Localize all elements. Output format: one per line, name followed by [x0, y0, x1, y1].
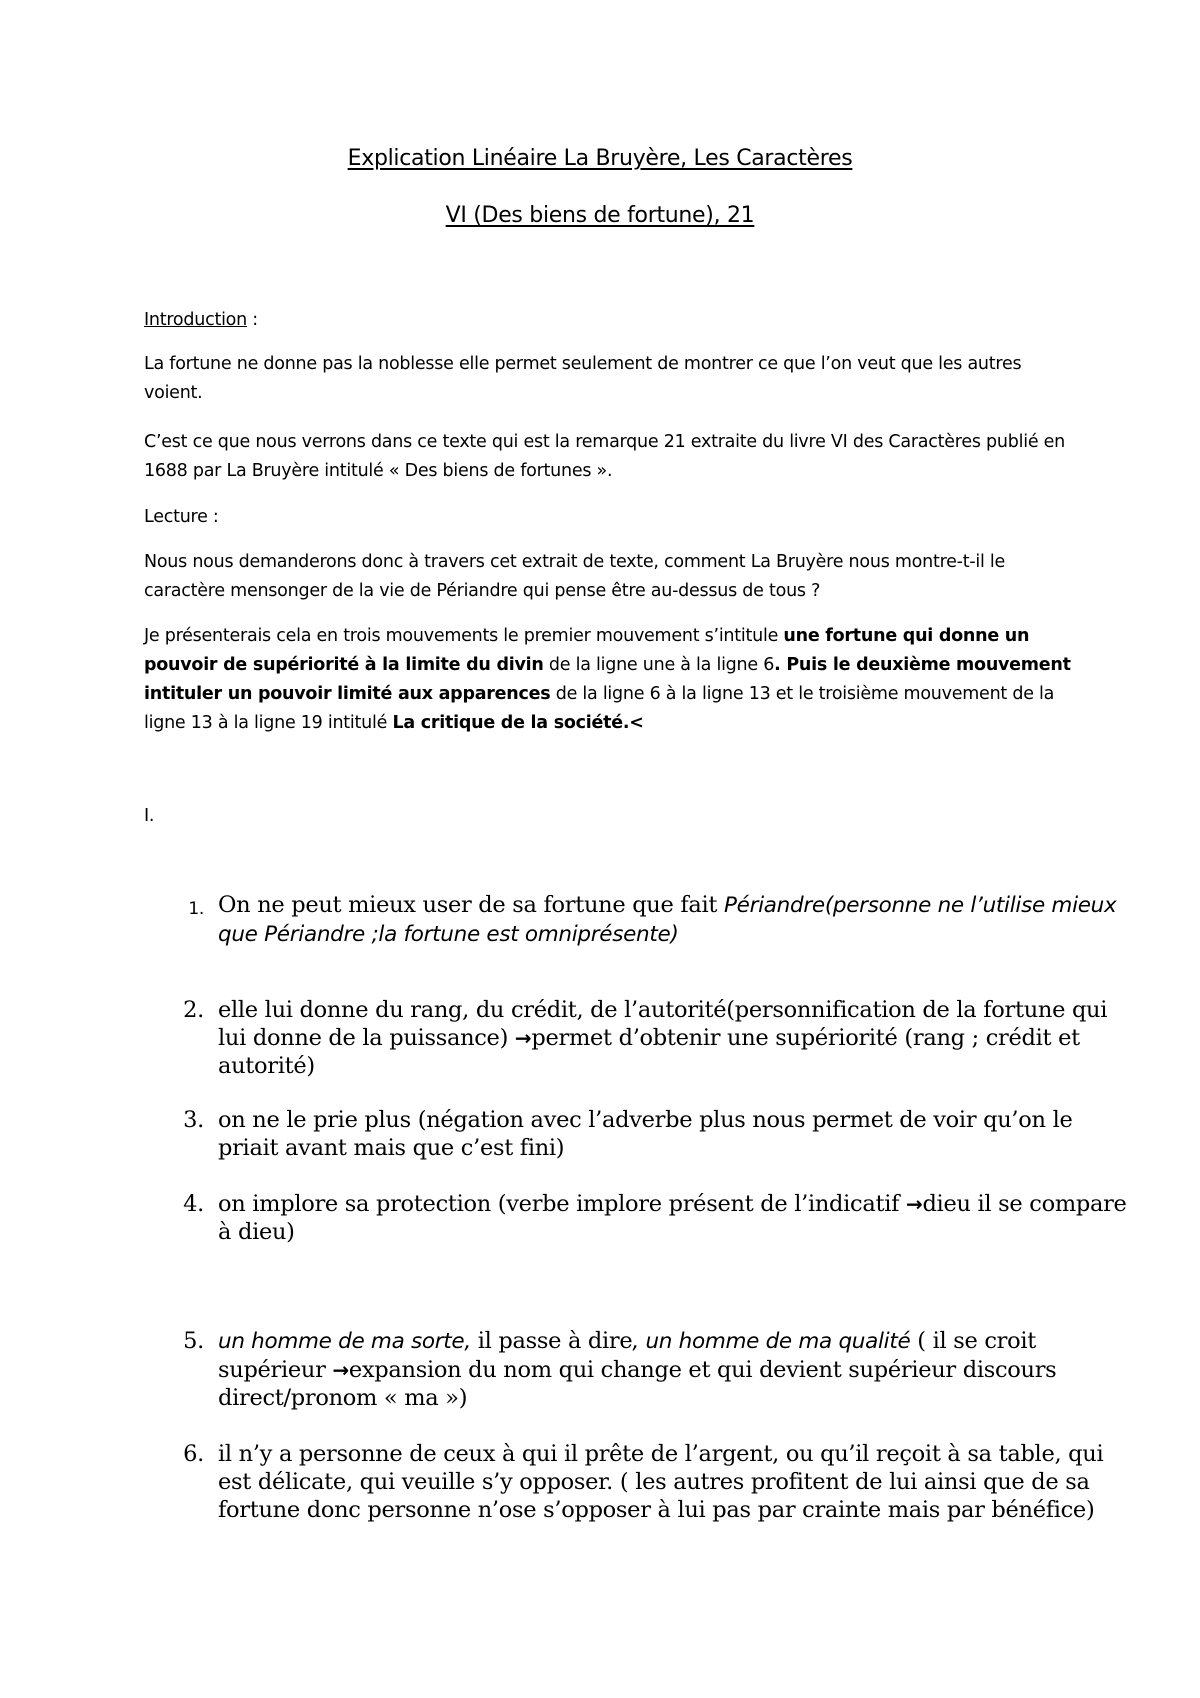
arrow-right-icon: →	[514, 1026, 532, 1050]
list-item-text	[218, 1190, 1138, 1246]
list-item-text-a: elle lui donne du rang, du crédit, de l’autorité(personnification de la fortune qui lui donne de la puissance)	[218, 997, 1108, 1051]
list-item-text: il n’y a personne de ceux à qui il prête de l’argent, ou qu’il reçoit à sa table, qui est délicate, qui veuille s’y opposer. ( les autres profitent de lui ainsi que de sa fortune donc personne n’ose s’opposer à lui pas par crainte mais par bénéfice)	[218, 1441, 1104, 1523]
intro-heading: Introduction	[144, 310, 247, 330]
list-item-text-b: permet d’obtenir une supériorité (rang ; crédit et autorité)	[218, 1025, 1080, 1079]
section-label: I.	[144, 806, 155, 826]
intro-paragraph-2: C’est ce que nous verrons dans ce texte qui est la remarque 21 extraite du livre VI des Caractères publié en 1688 par La Bruyère intitulé « Des biens de fortunes ».	[144, 432, 1066, 481]
list-item-quote-2: , un homme de ma qualité	[632, 1329, 911, 1354]
list-number: 2.	[183, 997, 204, 1023]
list-item-text-b: dieu il se compare à dieu)	[218, 1191, 1127, 1245]
list-item-text-a: on implore sa protection (verbe implore présent de l’indicatif	[218, 1191, 906, 1217]
plan-movement-3: La critique de la société.<	[392, 713, 644, 733]
list-number: 6.	[183, 1441, 204, 1467]
plan-movement-1: une fortune qui donne un pouvoir de supériorité à la limite du divin	[144, 626, 1030, 675]
arrow-right-icon: →	[905, 1192, 923, 1216]
plan-text-d: . Puis le deuxième mouvement intituler	[144, 655, 1071, 704]
intro-heading-suffix: :	[246, 310, 258, 330]
intro-paragraph-1: La fortune ne donne pas la noblesse elle permet seulement de montrer ce que l’on veut que les autres voient.	[144, 354, 1022, 403]
list-item-text-italic: Périandre(personne ne l’utilise mieux que Périandre ;la fortune est omniprésente)	[218, 893, 1117, 947]
plan-text-a: Je présenterais cela en trois mouvements le premier mouvement s’intitule	[144, 626, 784, 646]
list-item-text	[218, 996, 1138, 1080]
problematic-paragraph: Nous nous demanderons donc à travers cet extrait de texte, comment La Bruyère nous montre-t-il le caractère mensonger de la vie de Périandre qui pense être au-dessus de tous ?	[144, 552, 1006, 601]
plan-text-f: de la ligne 6 à la ligne 13 et le troisième mouvement de la ligne 13 à la ligne 19 intitulé	[144, 684, 1055, 733]
list-item-text-b: ( il se croit supérieur	[218, 1328, 1036, 1383]
plan-text-c: de la ligne une à la ligne 6	[543, 655, 775, 675]
list-item-text	[218, 1327, 1138, 1412]
list-item-text	[218, 891, 1138, 949]
intro-heading-line	[144, 306, 1074, 335]
list-number: 1.	[188, 899, 204, 919]
list-item-text-a: On ne peut mieux user de sa fortune que fait	[218, 892, 724, 918]
document-subtitle: VI (Des biens de fortune), 21	[445, 203, 755, 228]
lecture-label: Lecture :	[144, 507, 219, 527]
arrow-right-icon: →	[332, 1358, 349, 1382]
plan-movement-2: un pouvoir limité aux apparences	[227, 684, 551, 704]
list-item-text-a: il passe à dire	[470, 1328, 633, 1354]
list-item-text-c: expansion du nom qui change et qui devient supérieur discours direct/pronom « ma »)	[218, 1357, 1057, 1411]
list-number: 5.	[183, 1328, 204, 1354]
list-item-text: on ne le prie plus (négation avec l’adverbe plus nous permet de voir qu’on le priait avant mais que c’est fini)	[218, 1107, 1073, 1161]
document-title: Explication Linéaire La Bruyère, Les Caractères	[347, 146, 853, 171]
plan-paragraph	[144, 622, 1074, 738]
list-number: 4.	[183, 1191, 204, 1217]
list-number: 3.	[183, 1107, 204, 1133]
list-item-quote-1: un homme de ma sorte,	[218, 1329, 471, 1354]
